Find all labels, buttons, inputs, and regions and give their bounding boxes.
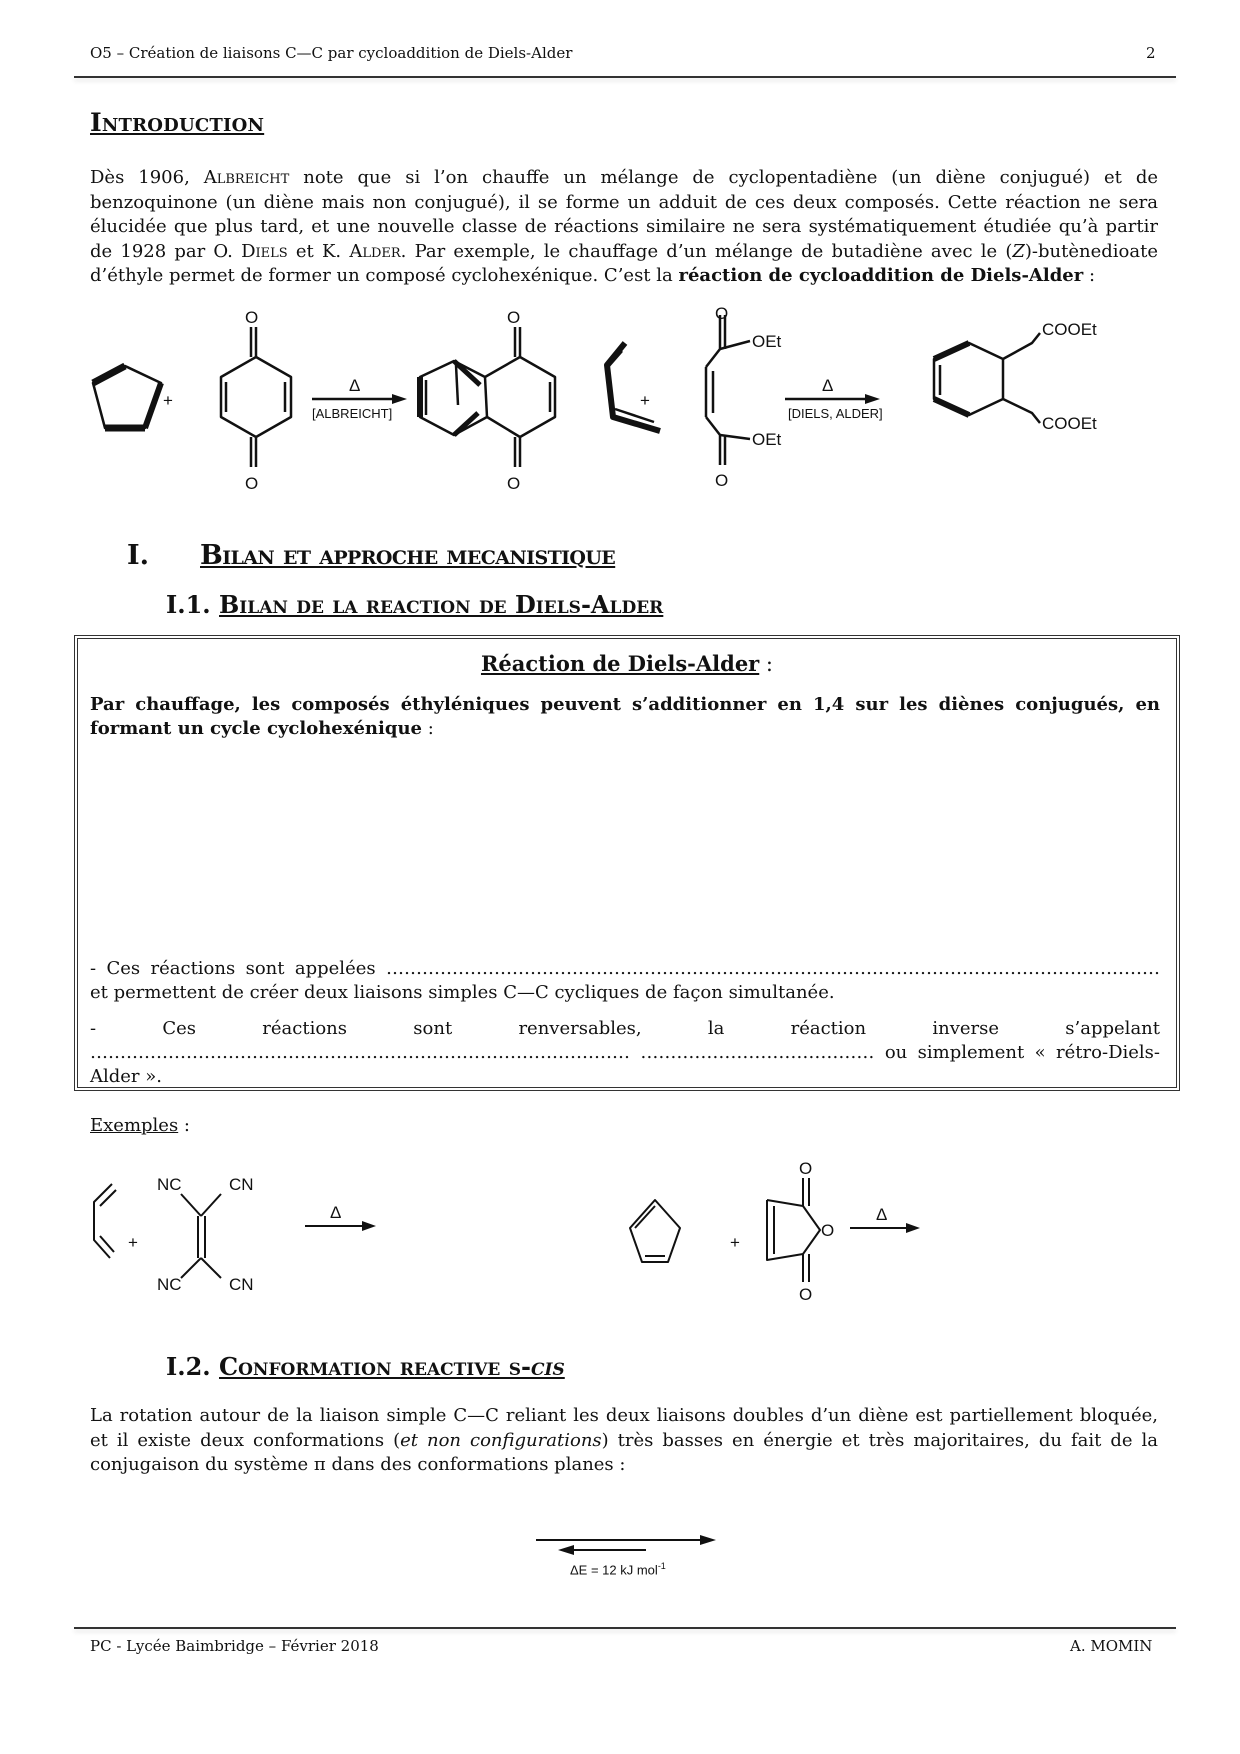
section-1-2-paragraph: La rotation autour de la liaison simple C—C reliant les deux liaisons doubles d’un diène est partiellement bloquée, et il existe deux conformations (et non configurations) très basses en énergie et très majoritaires, du fait de la conjugaison du système π dans des conformations planes : bbox=[90, 1405, 1158, 1475]
svg-text:[DIELS, ALDER]: [DIELS, ALDER] bbox=[788, 406, 883, 421]
section-1-heading: I. Bilan et approche mecanistique bbox=[127, 540, 616, 571]
svg-text:CN: CN bbox=[229, 1175, 254, 1194]
svg-text:O: O bbox=[799, 1159, 813, 1178]
footer-left: PC - Lycée Baimbridge – Février 2018 bbox=[90, 1637, 379, 1655]
energy-label: ΔE = 12 kJ mol$^{-1}$ bbox=[570, 1561, 666, 1578]
svg-text:O: O bbox=[507, 474, 521, 493]
svg-text:Δ: Δ bbox=[822, 376, 834, 395]
intro-reaction-scheme bbox=[80, 305, 1180, 495]
svg-text:Δ: Δ bbox=[876, 1205, 888, 1224]
svg-text:OEt: OEt bbox=[752, 430, 782, 449]
svg-text:O: O bbox=[715, 471, 729, 490]
svg-text:NC: NC bbox=[157, 1175, 182, 1194]
box-line-1: - Ces réactions sont appelées ………………………………………………………………………………………………………………… et permettent de créer deux liaisons simples C—C cycliques de façon simultanée. bbox=[90, 958, 1160, 1003]
svg-text:Δ: Δ bbox=[330, 1203, 342, 1222]
page-number: 2 bbox=[1146, 44, 1156, 62]
box-definition: Par chauffage, les composés éthyléniques peuvent s’additionner en 1,4 sur les diènes conjugués, en formant un cycle cyclohexénique : bbox=[90, 694, 1160, 739]
footer-rule bbox=[74, 1627, 1176, 1629]
header-title: O5 – Création de liaisons C—C par cycloaddition de Diels-Alder bbox=[90, 44, 573, 62]
intro-paragraph: Dès 1906, Albreicht note que si l’on chauffe un mélange de cyclopentadiène (un diène conjugué) et de benzoquinone (un diène mais non conjugué), il se forme un adduit de ces deux composés. Cette réaction ne sera élucidée que plus tard, et une nouvelle classe de réactions similaire ne sera systématiquement étudiée qu’à partir de 1928 par O. Diels et K. Alder. Par exemple, le chauffage d’un mélange de butadiène avec le (Z)-butènedioate d’éthyle permet de former un composé cyclohexénique. C’est la réaction de cycloaddition de Diels-Alder : bbox=[90, 167, 1158, 286]
header-rule bbox=[74, 76, 1176, 78]
section-1-1-heading: I.1. Bilan de la reaction de Diels-Alder bbox=[166, 590, 664, 619]
section-1-2-heading: I.2. Conformation reactive s-cis bbox=[166, 1352, 565, 1381]
svg-text:CN: CN bbox=[229, 1275, 254, 1294]
svg-text:COOEt: COOEt bbox=[1042, 414, 1097, 433]
author-albreicht: Albreicht bbox=[203, 167, 290, 188]
svg-text:OEt: OEt bbox=[752, 332, 782, 351]
author-diels: Diels bbox=[241, 240, 288, 262]
svg-text:Δ: Δ bbox=[349, 376, 361, 395]
examples-scheme bbox=[80, 1148, 980, 1318]
svg-text:+: + bbox=[163, 391, 173, 410]
svg-text:+: + bbox=[128, 1233, 138, 1252]
intro-heading: Introduction bbox=[90, 108, 265, 137]
svg-text:O: O bbox=[245, 474, 259, 493]
svg-text:O: O bbox=[507, 308, 521, 327]
svg-text:O: O bbox=[245, 308, 259, 327]
definition-box bbox=[74, 635, 1180, 1091]
author-alder: Alder bbox=[349, 240, 401, 262]
svg-text:O: O bbox=[821, 1221, 835, 1240]
box-title: Réaction de Diels-Alder : bbox=[480, 651, 774, 676]
svg-text:[ALBREICHT]: [ALBREICHT] bbox=[312, 406, 393, 421]
footer-right: A. MOMIN bbox=[1070, 1637, 1153, 1655]
svg-text:COOEt: COOEt bbox=[1042, 320, 1097, 339]
svg-text:O: O bbox=[715, 305, 729, 323]
svg-text:O: O bbox=[799, 1285, 813, 1304]
examples-label: Exemples : bbox=[90, 1115, 190, 1136]
svg-text:+: + bbox=[640, 391, 650, 410]
svg-text:NC: NC bbox=[157, 1275, 182, 1294]
box-line-2: - Ces réactions sont renversables, la réaction inverse s’appelant ……………………………………………………………………………… ………………………………… ou simplement « rétro-Diels-Alder ». bbox=[90, 1018, 1160, 1087]
svg-text:+: + bbox=[730, 1233, 740, 1252]
